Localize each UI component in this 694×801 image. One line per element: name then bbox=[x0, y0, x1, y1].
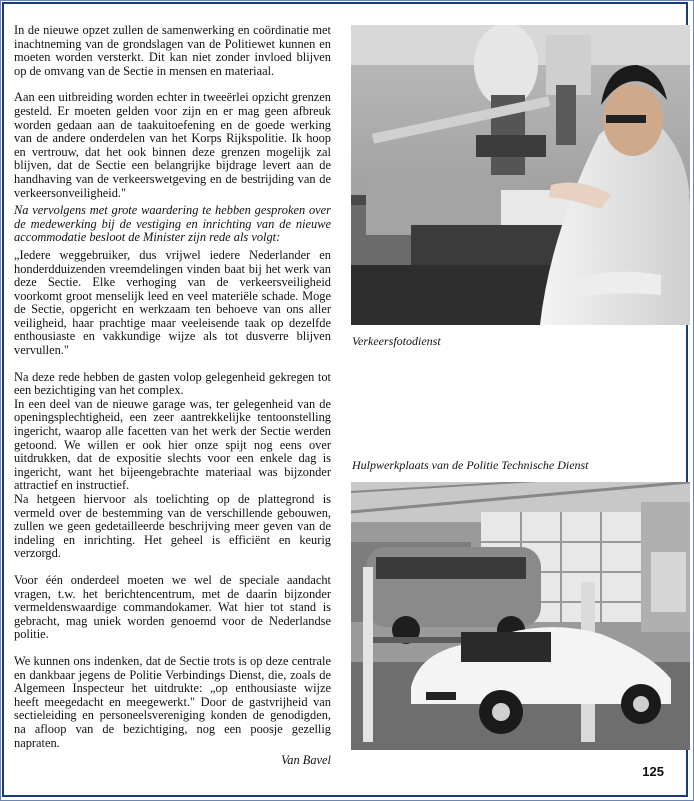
page-number: 125 bbox=[642, 764, 664, 779]
article-text bbox=[14, 24, 331, 768]
paragraph-7: Na hetgeen hiervoor als toelichting op de plattegrond is vermeld over de bestemming van de verschillende gebouwen, zullen we geen gedetailleerde beschrijving meer geven van de indeling en inrichting. Het geheel is efficiënt en keurig verzorgd. bbox=[14, 492, 331, 561]
paragraph-8: Voor één onderdeel moeten we wel de speciale aandacht vragen, t.w. het berichtencentrum, met de daarin bijzonder vermeldenswaardige commandokamer. Wat hier tot stand is gebracht, mag uniek worden genoemd voor de Nederlandse politie. bbox=[14, 572, 331, 642]
paragraph-6: In een deel van de nieuwe garage was, ter gelegenheid van de openingsplechtigheid, een zeer aantrekkelijke tentoonstelling ingericht, waarop alle facetten van het werk der Sectie werden getoond. We willen er ook hier onze spijt nog eens over uitdrukken, dat de expositie slechts voor een enkele dag is ingericht, want het bijeengebrachte materiaal was bijzonder attractief en instructief. bbox=[14, 396, 331, 493]
paragraph-3: Na vervolgens met grote waardering te hebben gesproken over de medewerking bij de vestiging en inrichting van de nieuwe accommodatie besloot de Minister zijn rede als volgt: bbox=[14, 203, 331, 245]
paragraph-1: In de nieuwe opzet zullen de samenwerking en coördinatie met inachtneming van de grondslagen van de Politiewet kunnen en moeten worden versterkt. Dit kan niet zonder invloed blijven op de omvang van de Sectie in mensen en materiaal. bbox=[14, 23, 331, 78]
paragraph-4: „Iedere weggebruiker, dus vrijwel iedere Nederlander en honderdduizenden vreemdelingen vinden baat bij het werk van deze Sectie. Elke verhoging van de verkeersveiligheid voorkomt groot menselijk leed en veel materiële schade. Moge de Sectie, opgericht en werkzaam ten behoeve van ons aller veiligheid, haar prachtige maar veeleisende taak op dezelfde enthousiaste en vakkundige wijze als tot dusverre blijven vervullen." bbox=[14, 247, 331, 358]
photo-hulpwerkplaats bbox=[351, 482, 690, 750]
paragraph-9: We kunnen ons indenken, dat de Sectie trots is op deze centrale en dankbaar jegens de Politie Verbindings Dienst, die, zoals de Algemeen Inspecteur het uitdrukte: „op enthousiaste wijze heeft meegedacht en meegewerkt." Door de gastvrijheid van sectieleiding en personeelsvereniging konden de genodigden, na afloop van de bezichtiging, nog een poosje gezellig napraten. bbox=[14, 653, 331, 750]
caption-hulpwerkplaats: Hulpwerkplaats van de Politie Technische Dienst bbox=[352, 458, 589, 472]
caption-verkeersfotodienst: Verkeersfotodienst bbox=[352, 334, 441, 348]
paragraph-2: Aan een uitbreiding worden echter in tweeërlei opzicht grenzen gesteld. Er moeten gelden voor zijn en er mag geen afbreuk worden gedaan aan de taakuitoefening en de goede werking van de andere onderdelen van het Korps Rijkspolitie. Ik hoop en vertrouw, dat het ook binnen deze grenzen mogelijk zal blijven, dat de Sectie een belangrijke bijdrage levert aan de handhaving van de verkeerswetgeving en de bestrijding van de verkeersonveiligheid." bbox=[14, 90, 331, 200]
photo-verkeersfotodienst bbox=[351, 25, 690, 325]
paragraph-5: Na deze rede hebben de gasten volop gelegenheid gekregen tot een bezichtiging van het complex. bbox=[14, 369, 331, 398]
signature: Van Bavel bbox=[281, 753, 331, 768]
